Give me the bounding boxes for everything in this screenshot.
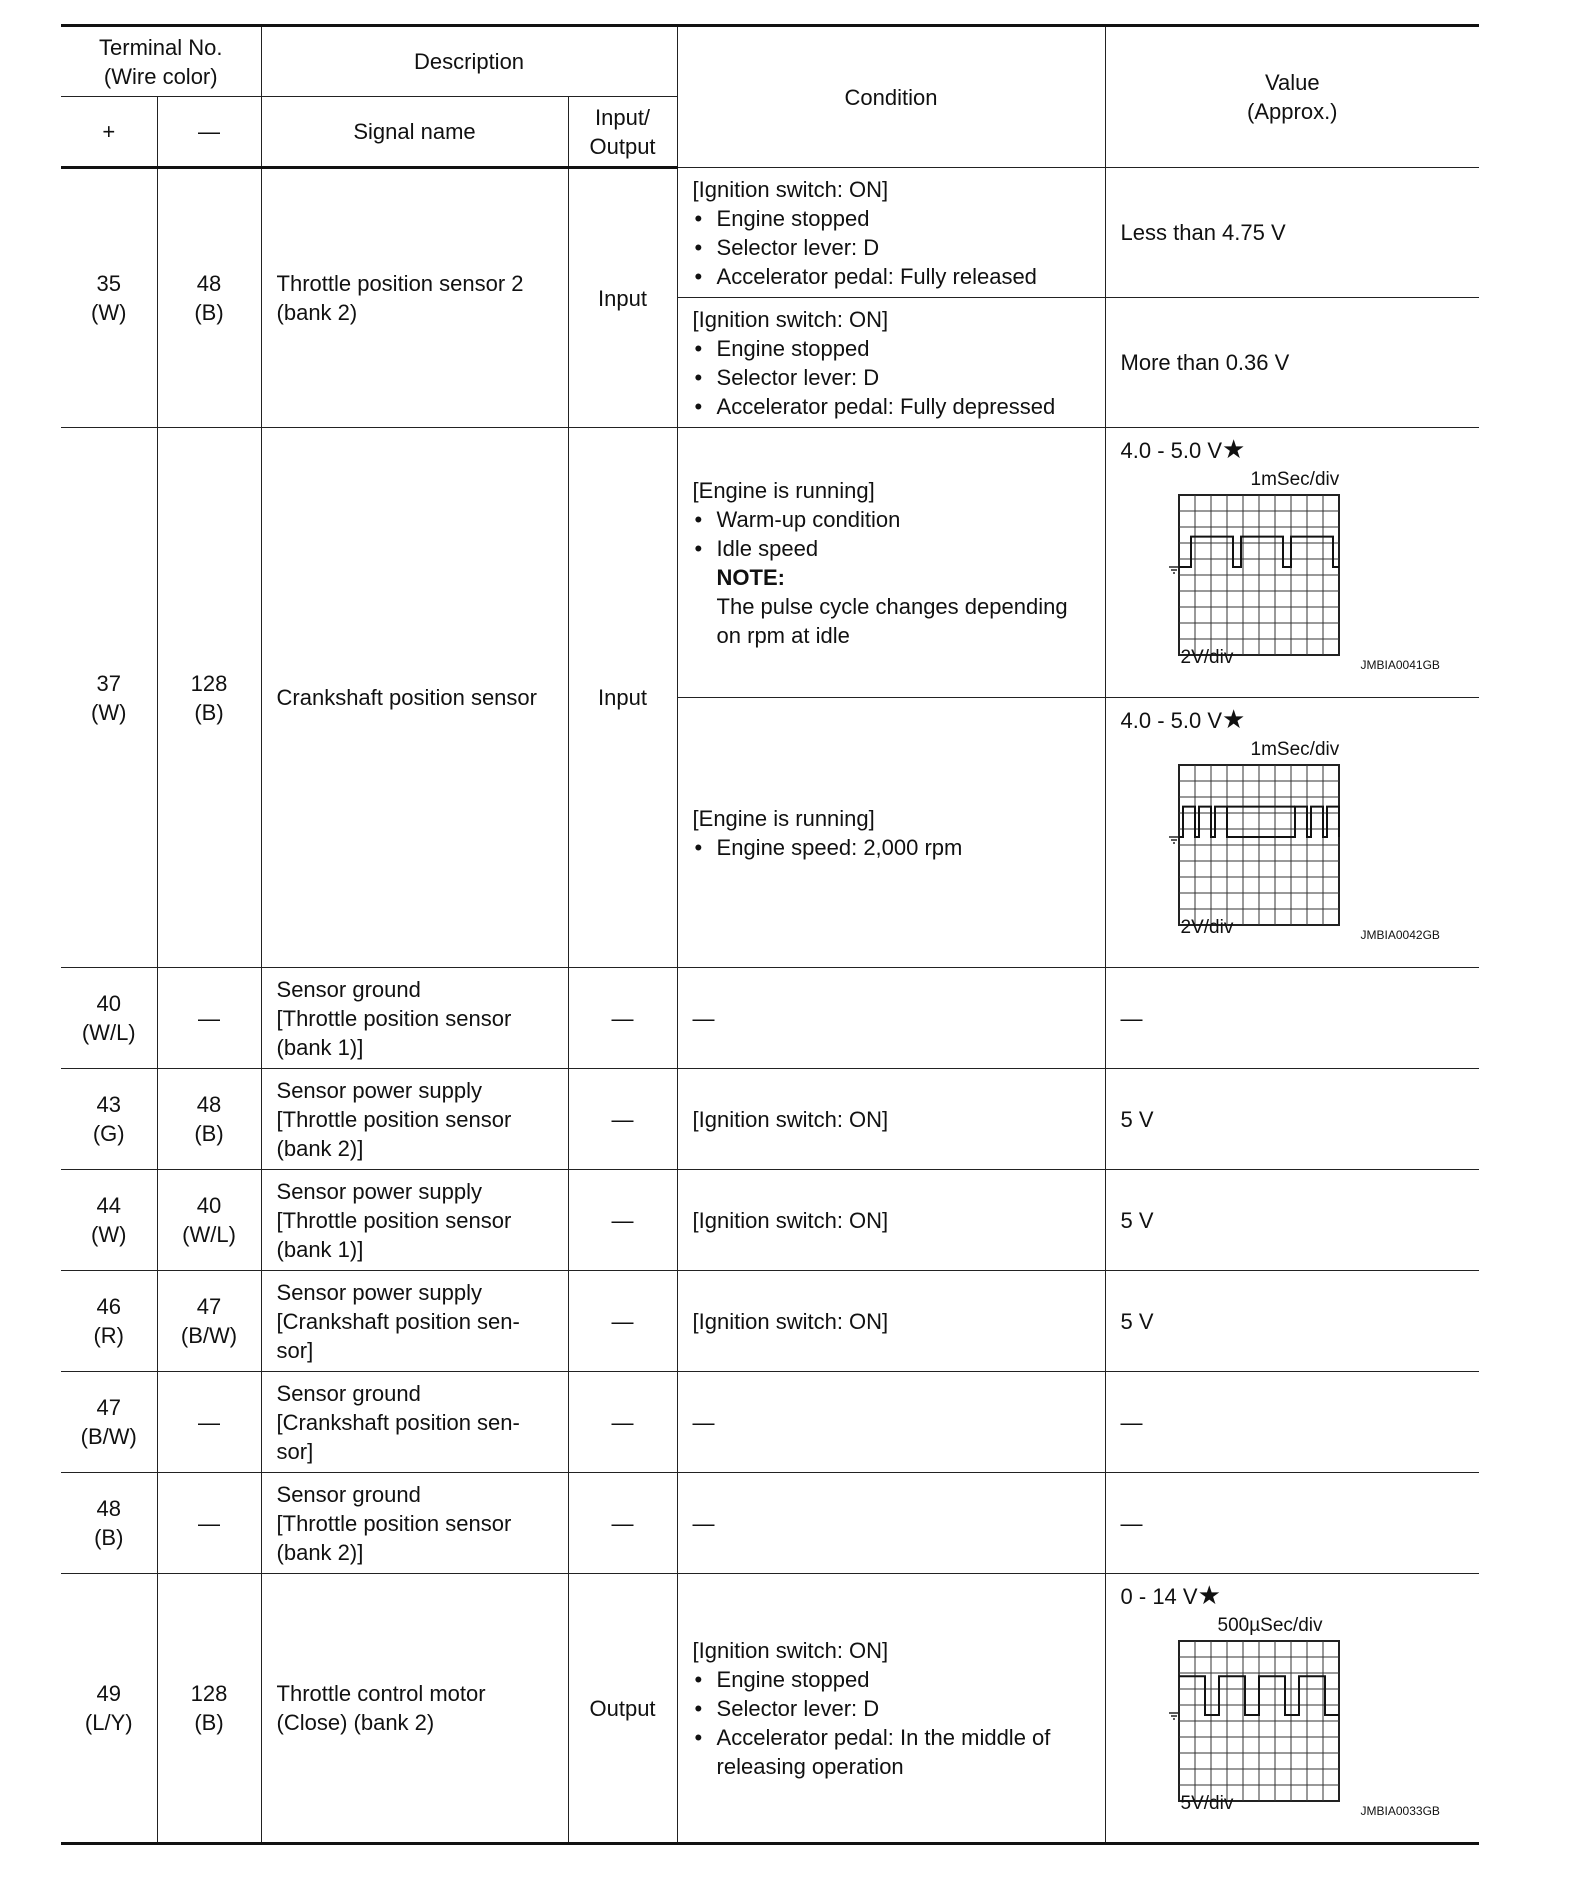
terminal-plus: 46 (R)	[61, 1271, 157, 1372]
terminal-plus: 35 (W)	[61, 168, 157, 428]
signal-name: Throttle control motor (Close) (bank 2)	[261, 1574, 568, 1844]
condition: —	[677, 1473, 1105, 1574]
terminal-header: Terminal No. (Wire color)	[61, 26, 261, 97]
value: 5 V	[1105, 1170, 1479, 1271]
terminal-minus: 128 (B)	[157, 1574, 261, 1844]
terminal-plus: 44 (W)	[61, 1170, 157, 1271]
description-header: Description	[261, 26, 677, 97]
io-type: —	[568, 1271, 677, 1372]
value-waveform: 0 - 14 V★ 500µSec/div 5V/div JMBIA0033GB	[1105, 1574, 1479, 1844]
star-icon: ★	[1197, 1580, 1221, 1610]
io-type: —	[568, 1473, 677, 1574]
terminal-minus: 48 (B)	[157, 1069, 261, 1170]
terminal-minus: 48 (B)	[157, 168, 261, 428]
value: —	[1105, 968, 1479, 1069]
value: More than 0.36 V	[1105, 298, 1479, 428]
signal-name: Sensor ground [Throttle position sensor (bank 1)]	[261, 968, 568, 1069]
table-row	[61, 1473, 1479, 1574]
io-type: —	[568, 1372, 677, 1473]
io-type: Input	[568, 428, 677, 968]
terminal-minus: —	[157, 1372, 261, 1473]
terminal-minus: 40 (W/L)	[157, 1170, 261, 1271]
plus-header: +	[61, 97, 157, 168]
condition: [Ignition switch: ON]	[677, 1271, 1105, 1372]
value-header: Value (Approx.)	[1105, 26, 1479, 168]
signal-name: Sensor ground [Crankshaft position sen- sor]	[261, 1372, 568, 1473]
io-type: —	[568, 1069, 677, 1170]
condition: [Engine is running] • Warm-up condition • Idle speed NOTE: The pulse cycle changes depending on rpm at idle	[677, 428, 1105, 698]
terminal-plus: 40 (W/L)	[61, 968, 157, 1069]
waveform-trace	[1179, 1676, 1339, 1715]
condition: [Ignition switch: ON] • Engine stopped • Selector lever: D • Accelerator pedal: In the middle of releasing operation	[677, 1574, 1105, 1844]
condition: —	[677, 968, 1105, 1069]
table-row	[61, 968, 1479, 1069]
terminal-table	[61, 24, 1479, 1845]
value-waveform: 4.0 - 5.0 V★ 1mSec/div 2V/div JMBIA0042GB	[1105, 698, 1479, 968]
scope-volt-div: 2V/div	[1180, 917, 1234, 938]
value: 5 V	[1105, 1271, 1479, 1372]
star-icon: ★	[1222, 434, 1246, 464]
io-type: —	[568, 1170, 677, 1271]
condition: [Ignition switch: ON]	[677, 1170, 1105, 1271]
io-type: —	[568, 968, 677, 1069]
io-type: Input	[568, 168, 677, 428]
table-row	[61, 1574, 1479, 1844]
scope-time-div: 1mSec/div	[1250, 739, 1340, 760]
signal-name: Sensor power supply [Crankshaft position sen- sor]	[261, 1271, 568, 1372]
condition: [Ignition switch: ON]	[677, 1069, 1105, 1170]
signal-name-header: Signal name	[261, 97, 568, 168]
table-row	[61, 1372, 1479, 1473]
condition: —	[677, 1372, 1105, 1473]
signal-name: Sensor ground [Throttle position sensor (bank 2)]	[261, 1473, 568, 1574]
value-waveform: 4.0 - 5.0 V★ 1mSec/div 2V/div JMBIA0041GB	[1105, 428, 1479, 698]
io-type: Output	[568, 1574, 677, 1844]
value: 5 V	[1105, 1069, 1479, 1170]
scope-volt-div: 5V/div	[1180, 1793, 1234, 1814]
oscilloscope	[1121, 735, 1461, 955]
table-row	[61, 168, 1479, 298]
note-label: NOTE:	[716, 564, 785, 590]
table-row	[61, 1271, 1479, 1372]
condition: [Engine is running] • Engine speed: 2,000 rpm	[677, 698, 1105, 968]
terminal-plus: 48 (B)	[61, 1473, 157, 1574]
terminal-plus: 43 (G)	[61, 1069, 157, 1170]
terminal-minus: 47 (B/W)	[157, 1271, 261, 1372]
scope-volt-div: 2V/div	[1180, 647, 1234, 668]
signal-name: Throttle position sensor 2 (bank 2)	[261, 168, 568, 428]
scope-code: JMBIA0042GB	[1360, 928, 1440, 942]
oscilloscope	[1121, 1611, 1461, 1831]
scope-code: JMBIA0041GB	[1360, 658, 1440, 672]
terminal-minus: —	[157, 968, 261, 1069]
condition: [Ignition switch: ON] • Engine stopped • Selector lever: D • Accelerator pedal: Fully released	[677, 168, 1105, 298]
scope-code: JMBIA0033GB	[1360, 1804, 1440, 1818]
table-row	[61, 428, 1479, 698]
scope-time-div: 500µSec/div	[1217, 1615, 1323, 1636]
condition: [Ignition switch: ON] • Engine stopped • Selector lever: D • Accelerator pedal: Fully depressed	[677, 298, 1105, 428]
signal-name: Crankshaft position sensor	[261, 428, 568, 968]
value: Less than 4.75 V	[1105, 168, 1479, 298]
terminal-plus: 37 (W)	[61, 428, 157, 968]
terminal-minus: 128 (B)	[157, 428, 261, 968]
io-header: Input/ Output	[568, 97, 677, 168]
table-row	[61, 1069, 1479, 1170]
condition-header: Condition	[677, 26, 1105, 168]
minus-header: —	[157, 97, 261, 168]
table-row	[61, 1170, 1479, 1271]
value: —	[1105, 1473, 1479, 1574]
terminal-minus: —	[157, 1473, 261, 1574]
star-icon: ★	[1222, 704, 1246, 734]
terminal-plus: 49 (L/Y)	[61, 1574, 157, 1844]
terminal-plus: 47 (B/W)	[61, 1372, 157, 1473]
signal-name: Sensor power supply [Throttle position sensor (bank 1)]	[261, 1170, 568, 1271]
scope-time-div: 1mSec/div	[1250, 469, 1340, 490]
oscilloscope	[1121, 465, 1461, 685]
value: —	[1105, 1372, 1479, 1473]
signal-name: Sensor power supply [Throttle position sensor (bank 2)]	[261, 1069, 568, 1170]
